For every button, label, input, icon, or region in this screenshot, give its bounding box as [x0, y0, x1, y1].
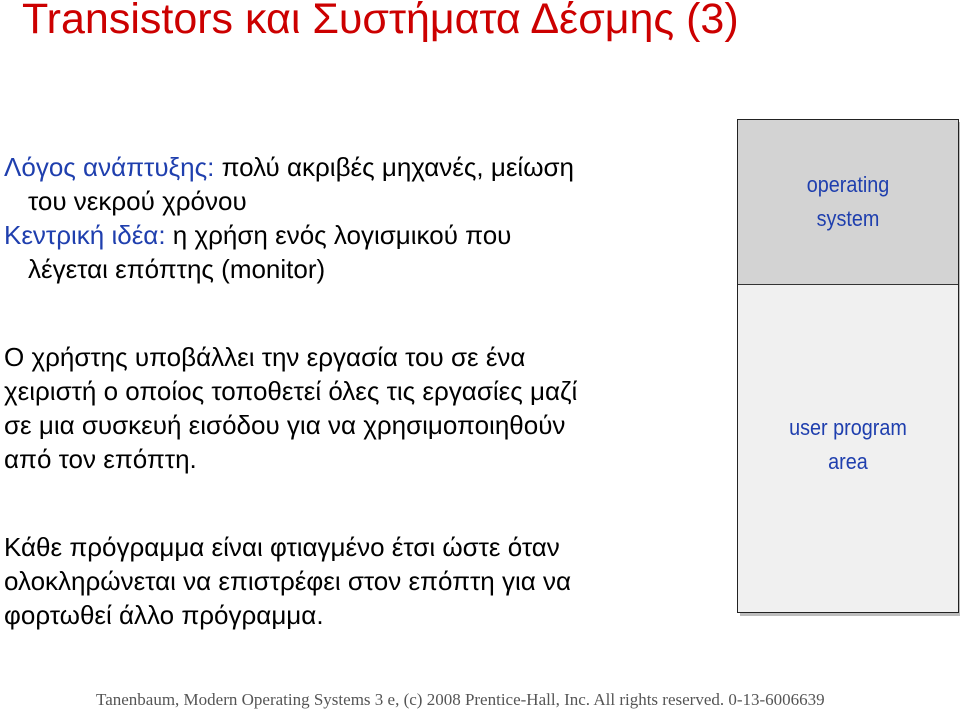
idea-label: Κεντρική ιδέα:: [4, 220, 166, 250]
user-label-line-1: user program: [789, 415, 907, 440]
user-area-label: [749, 411, 947, 479]
intro-section: [4, 150, 574, 286]
user-line-2: χειριστή ο οποίος τοποθετεί όλες τις εργασίες μαζί: [4, 376, 578, 406]
program-line-3: φορτωθεί άλλο πρόγραμμα.: [4, 600, 324, 630]
program-return-paragraph: [4, 530, 571, 632]
reason-text: πολύ ακριβές μηχανές, μείωση: [214, 152, 575, 182]
reason-text-cont: του νεκρού χρόνου: [28, 186, 247, 216]
idea-line: [4, 218, 574, 252]
user-line-3: σε μια συσκευή εισόδου για να χρησιμοποιηθούν: [4, 410, 566, 440]
idea-text: η χρήση ενός λογισμικού που: [165, 220, 512, 250]
user-label-line-2: area: [828, 449, 868, 474]
reason-line: [4, 150, 574, 184]
os-label: [749, 168, 947, 236]
os-label-line-1: operating: [806, 172, 890, 197]
slide-title: Transistors και Συστήματα Δέσμης (3): [22, 0, 739, 43]
reason-label: Λόγος ανάπτυξης:: [4, 152, 215, 182]
user-submission-paragraph: [4, 340, 577, 476]
memory-layout-diagram: [737, 119, 959, 613]
copyright-footer: Tanenbaum, Modern Operating Systems 3 e, (c) 2008 Prentice-Hall, Inc. All rights reserved. 0-13-6006639: [96, 690, 825, 709]
user-line-4: από τον επόπτη.: [4, 444, 197, 474]
idea-text-cont: λέγεται επόπτης (monitor): [28, 254, 326, 284]
program-line-1: Κάθε πρόγραμμα είναι φτιαγμένο έτσι ώστε όταν: [4, 532, 560, 562]
os-label-line-2: system: [816, 206, 880, 231]
user-line-1: Ο χρήστης υποβάλλει την εργασία του σε ένα: [4, 342, 526, 372]
operating-system-region: [738, 120, 958, 285]
program-line-2: ολοκληρώνεται να επιστρέφει στον επόπτη για να: [4, 566, 572, 596]
user-program-region: [738, 285, 958, 612]
